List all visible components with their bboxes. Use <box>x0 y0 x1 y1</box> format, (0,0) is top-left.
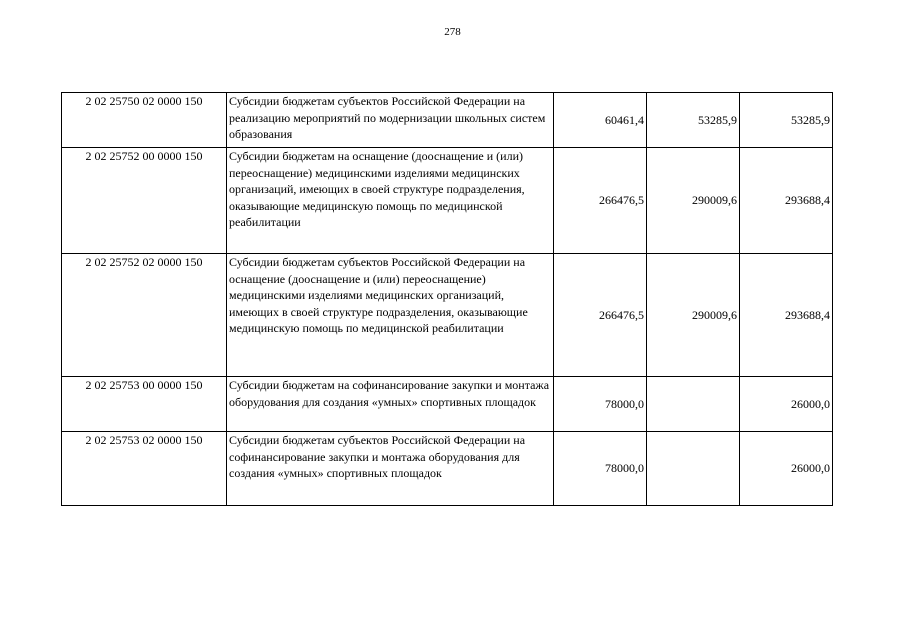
income-name-cell: Субсидии бюджетам на оснащение (дооснащение и (или) переоснащение) медицинскими изделиями медицинских организаций, имеющих в своей структуре подразделения, оказывающие медицинскую помощь по медицинской реабилитации <box>227 148 554 254</box>
income-name-cell: Субсидии бюджетам субъектов Российской Федерации на софинансирование закупки и монтажа оборудования для создания «умных» спортивных площадок <box>227 432 554 506</box>
income-name-cell: Субсидии бюджетам субъектов Российской Федерации на оснащение (дооснащение и (или) переоснащение) медицинскими изделиями медицинских организаций, имеющих в своей структуре подразделения, оказывающие медицинскую помощь по медицинской реабилитации <box>227 254 554 377</box>
page-number: 278 <box>444 26 461 38</box>
amount-cell-year-2: 290009,6 <box>647 148 740 254</box>
amount-cell-year-2 <box>647 432 740 506</box>
table-row <box>62 93 833 148</box>
amount-cell-year-1: 266476,5 <box>554 254 647 377</box>
amount-cell-year-1: 266476,5 <box>554 148 647 254</box>
table-row <box>62 254 833 377</box>
amount-cell-year-3: 293688,4 <box>740 148 833 254</box>
budget-code-cell: 2 02 25752 00 0000 150 <box>62 148 227 254</box>
amount-cell-year-1: 78000,0 <box>554 432 647 506</box>
budget-code-cell: 2 02 25750 02 0000 150 <box>62 93 227 148</box>
amount-cell-year-1: 60461,4 <box>554 93 647 148</box>
budget-revenue-table <box>61 92 833 506</box>
budget-code-cell: 2 02 25752 02 0000 150 <box>62 254 227 377</box>
amount-cell-year-2 <box>647 377 740 432</box>
budget-code-cell: 2 02 25753 00 0000 150 <box>62 377 227 432</box>
amount-cell-year-2: 53285,9 <box>647 93 740 148</box>
amount-cell-year-3: 26000,0 <box>740 377 833 432</box>
table-row <box>62 377 833 432</box>
amount-cell-year-3: 293688,4 <box>740 254 833 377</box>
table-row <box>62 148 833 254</box>
budget-code-cell: 2 02 25753 02 0000 150 <box>62 432 227 506</box>
table-row <box>62 432 833 506</box>
amount-cell-year-3: 26000,0 <box>740 432 833 506</box>
amount-cell-year-2: 290009,6 <box>647 254 740 377</box>
income-name-cell: Субсидии бюджетам на софинансирование закупки и монтажа оборудования для создания «умных» спортивных площадок <box>227 377 554 432</box>
income-name-cell: Субсидии бюджетам субъектов Российской Федерации на реализацию мероприятий по модернизации школьных систем образования <box>227 93 554 148</box>
amount-cell-year-1: 78000,0 <box>554 377 647 432</box>
amount-cell-year-3: 53285,9 <box>740 93 833 148</box>
